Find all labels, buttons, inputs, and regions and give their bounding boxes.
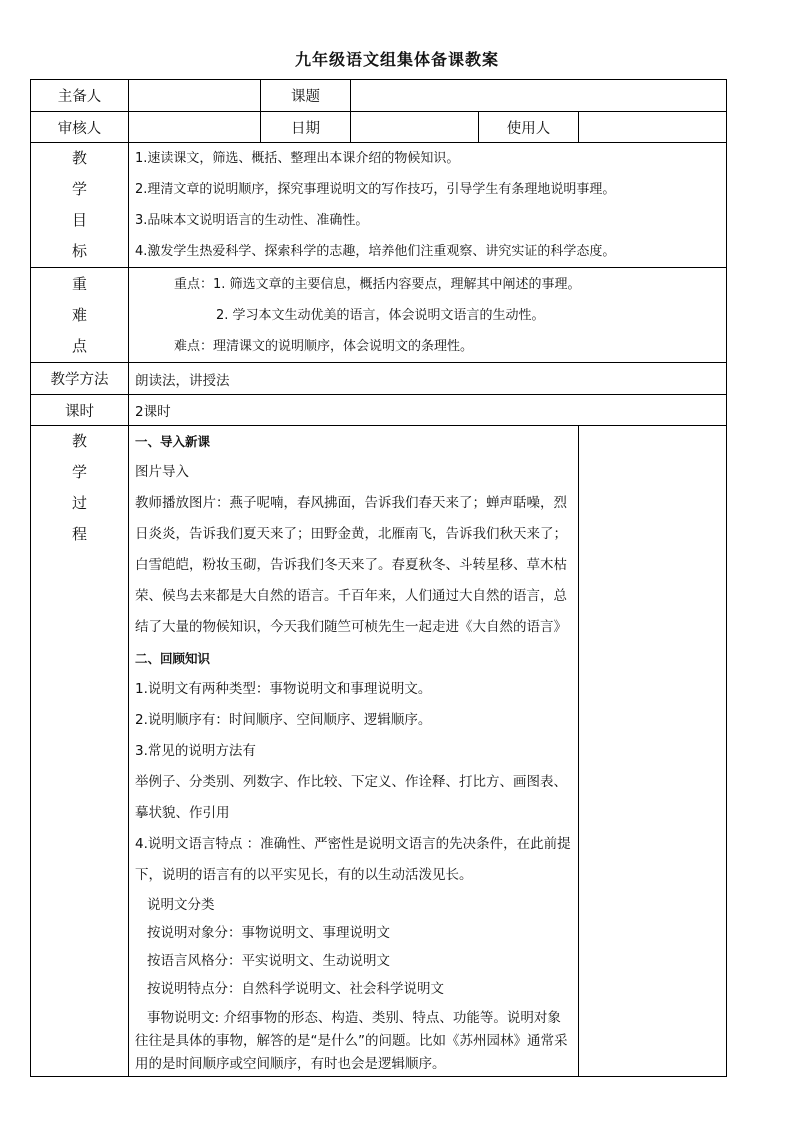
section-title: 二、回顾知识 — [135, 651, 211, 666]
process-content — [129, 426, 579, 1077]
key-points-content — [129, 268, 727, 363]
classification-item: 按语言风格分：平实说明文、生动说明文 — [147, 953, 390, 969]
goal-item: 4.激发学生热爱科学、探索科学的志趣，培养他们注重观察、讲究实证的科学态度。 — [135, 244, 616, 259]
goal-item: 3.品味本文说明语言的生动性、准确性。 — [135, 213, 369, 228]
method-value: 朗读法，讲授法 — [129, 363, 727, 395]
row-teaching-method — [31, 363, 727, 395]
row-class-hours — [31, 395, 727, 426]
goal-item: 1.速读课文，筛选、概括、整理出本课介绍的物候知识。 — [135, 151, 460, 166]
reviewer-value[interactable] — [129, 112, 261, 143]
knowledge-detail: 举例子、分类别、列数字、作比较、下定义、作诠释、打比方、画图表、摹状貌、作引用 — [135, 774, 567, 821]
process-notes[interactable] — [579, 426, 727, 1077]
host-value[interactable] — [129, 80, 261, 112]
section-subtitle: 图片导入 — [135, 464, 189, 480]
document-title: 九年级语文组集体备课教案 — [294, 50, 499, 69]
user-label: 使用人 — [479, 112, 579, 143]
classification-title: 说明文分类 — [147, 897, 215, 913]
knowledge-item: 3.常见的说明方法有 — [135, 743, 256, 759]
process-label: 教 学 过 程 — [31, 426, 129, 1077]
goals-label: 教 学 目 标 — [31, 143, 129, 268]
row-reviewer-date-user — [31, 112, 727, 143]
row-host-topic — [31, 80, 727, 112]
thing-explanation-paragraph: 事物说明文: 介绍事物的形态、构造、类别、特点、功能等。说明对象往往是具体的事物，解答的是“是什么”的问题。比如《苏州园林》通常采用的是时间顺序或空间顺序，有时也会是逻辑顺序。 — [135, 1010, 568, 1072]
row-teaching-process — [31, 426, 727, 1077]
key-point-2: 2. 学习本文生动优美的语言，体会说明文语言的生动性。 — [216, 307, 545, 323]
classification-item: 按说明特点分：自然科学说明文、社会科学说明文 — [147, 981, 444, 997]
reviewer-label: 审核人 — [31, 112, 129, 143]
knowledge-item: 1.说明文有两种类型：事物说明文和事理说明文。 — [135, 681, 432, 697]
knowledge-item: 2.说明顺序有：时间顺序、空间顺序、逻辑顺序。 — [135, 712, 432, 728]
row-key-points — [31, 268, 727, 363]
date-label: 日期 — [261, 112, 351, 143]
classification-item: 按说明对象分：事物说明文、事理说明文 — [147, 925, 390, 941]
difficulty-point: 难点：理清课文的说明顺序，体会说明文的条理性。 — [174, 338, 474, 354]
key-points-label: 重 难 点 — [31, 268, 129, 363]
goal-item: 2.理清文章的说明顺序，探究事理说明文的写作技巧，引导学生有条理地说明事理。 — [135, 182, 616, 197]
section-title: 一、导入新课 — [135, 434, 211, 449]
host-label: 主备人 — [31, 80, 129, 112]
key-point-1: 重点：1. 筛选文章的主要信息，概括内容要点，理解其中阐述的事理。 — [174, 276, 581, 292]
goals-content — [129, 143, 727, 268]
user-value[interactable] — [579, 112, 727, 143]
row-teaching-goals — [31, 143, 727, 268]
hours-label: 课时 — [31, 395, 129, 426]
date-value[interactable] — [351, 112, 479, 143]
knowledge-item: 4.说明文语言特点 ：准确性、严密性是说明文语言的先决条件，在此前提下，说明的语言有的以平实见长，有的以生动活泼见长。 — [135, 836, 571, 883]
hours-value: 2课时 — [129, 395, 727, 426]
intro-paragraph: 教师播放图片：燕子呢喃，春风拂面，告诉我们春天来了；蝉声聒噪，烈日炎炎，告诉我们夏天来了；田野金黄，北雁南飞，告诉我们秋天来了；白雪皑皑，粉妆玉砌，告诉我们冬天来了。春夏秋冬、斗转星移、草木枯荣、候鸟去来都是大自然的语言。千百年来，人们通过大自然的语言，总结了大量的物候知识，今天我们随竺可桢先生一起走进《大自然的语言》 — [135, 495, 567, 635]
lesson-plan-table — [30, 79, 726, 1077]
method-label: 教学方法 — [31, 363, 129, 395]
topic-value[interactable] — [351, 80, 727, 112]
topic-label: 课题 — [261, 80, 351, 112]
